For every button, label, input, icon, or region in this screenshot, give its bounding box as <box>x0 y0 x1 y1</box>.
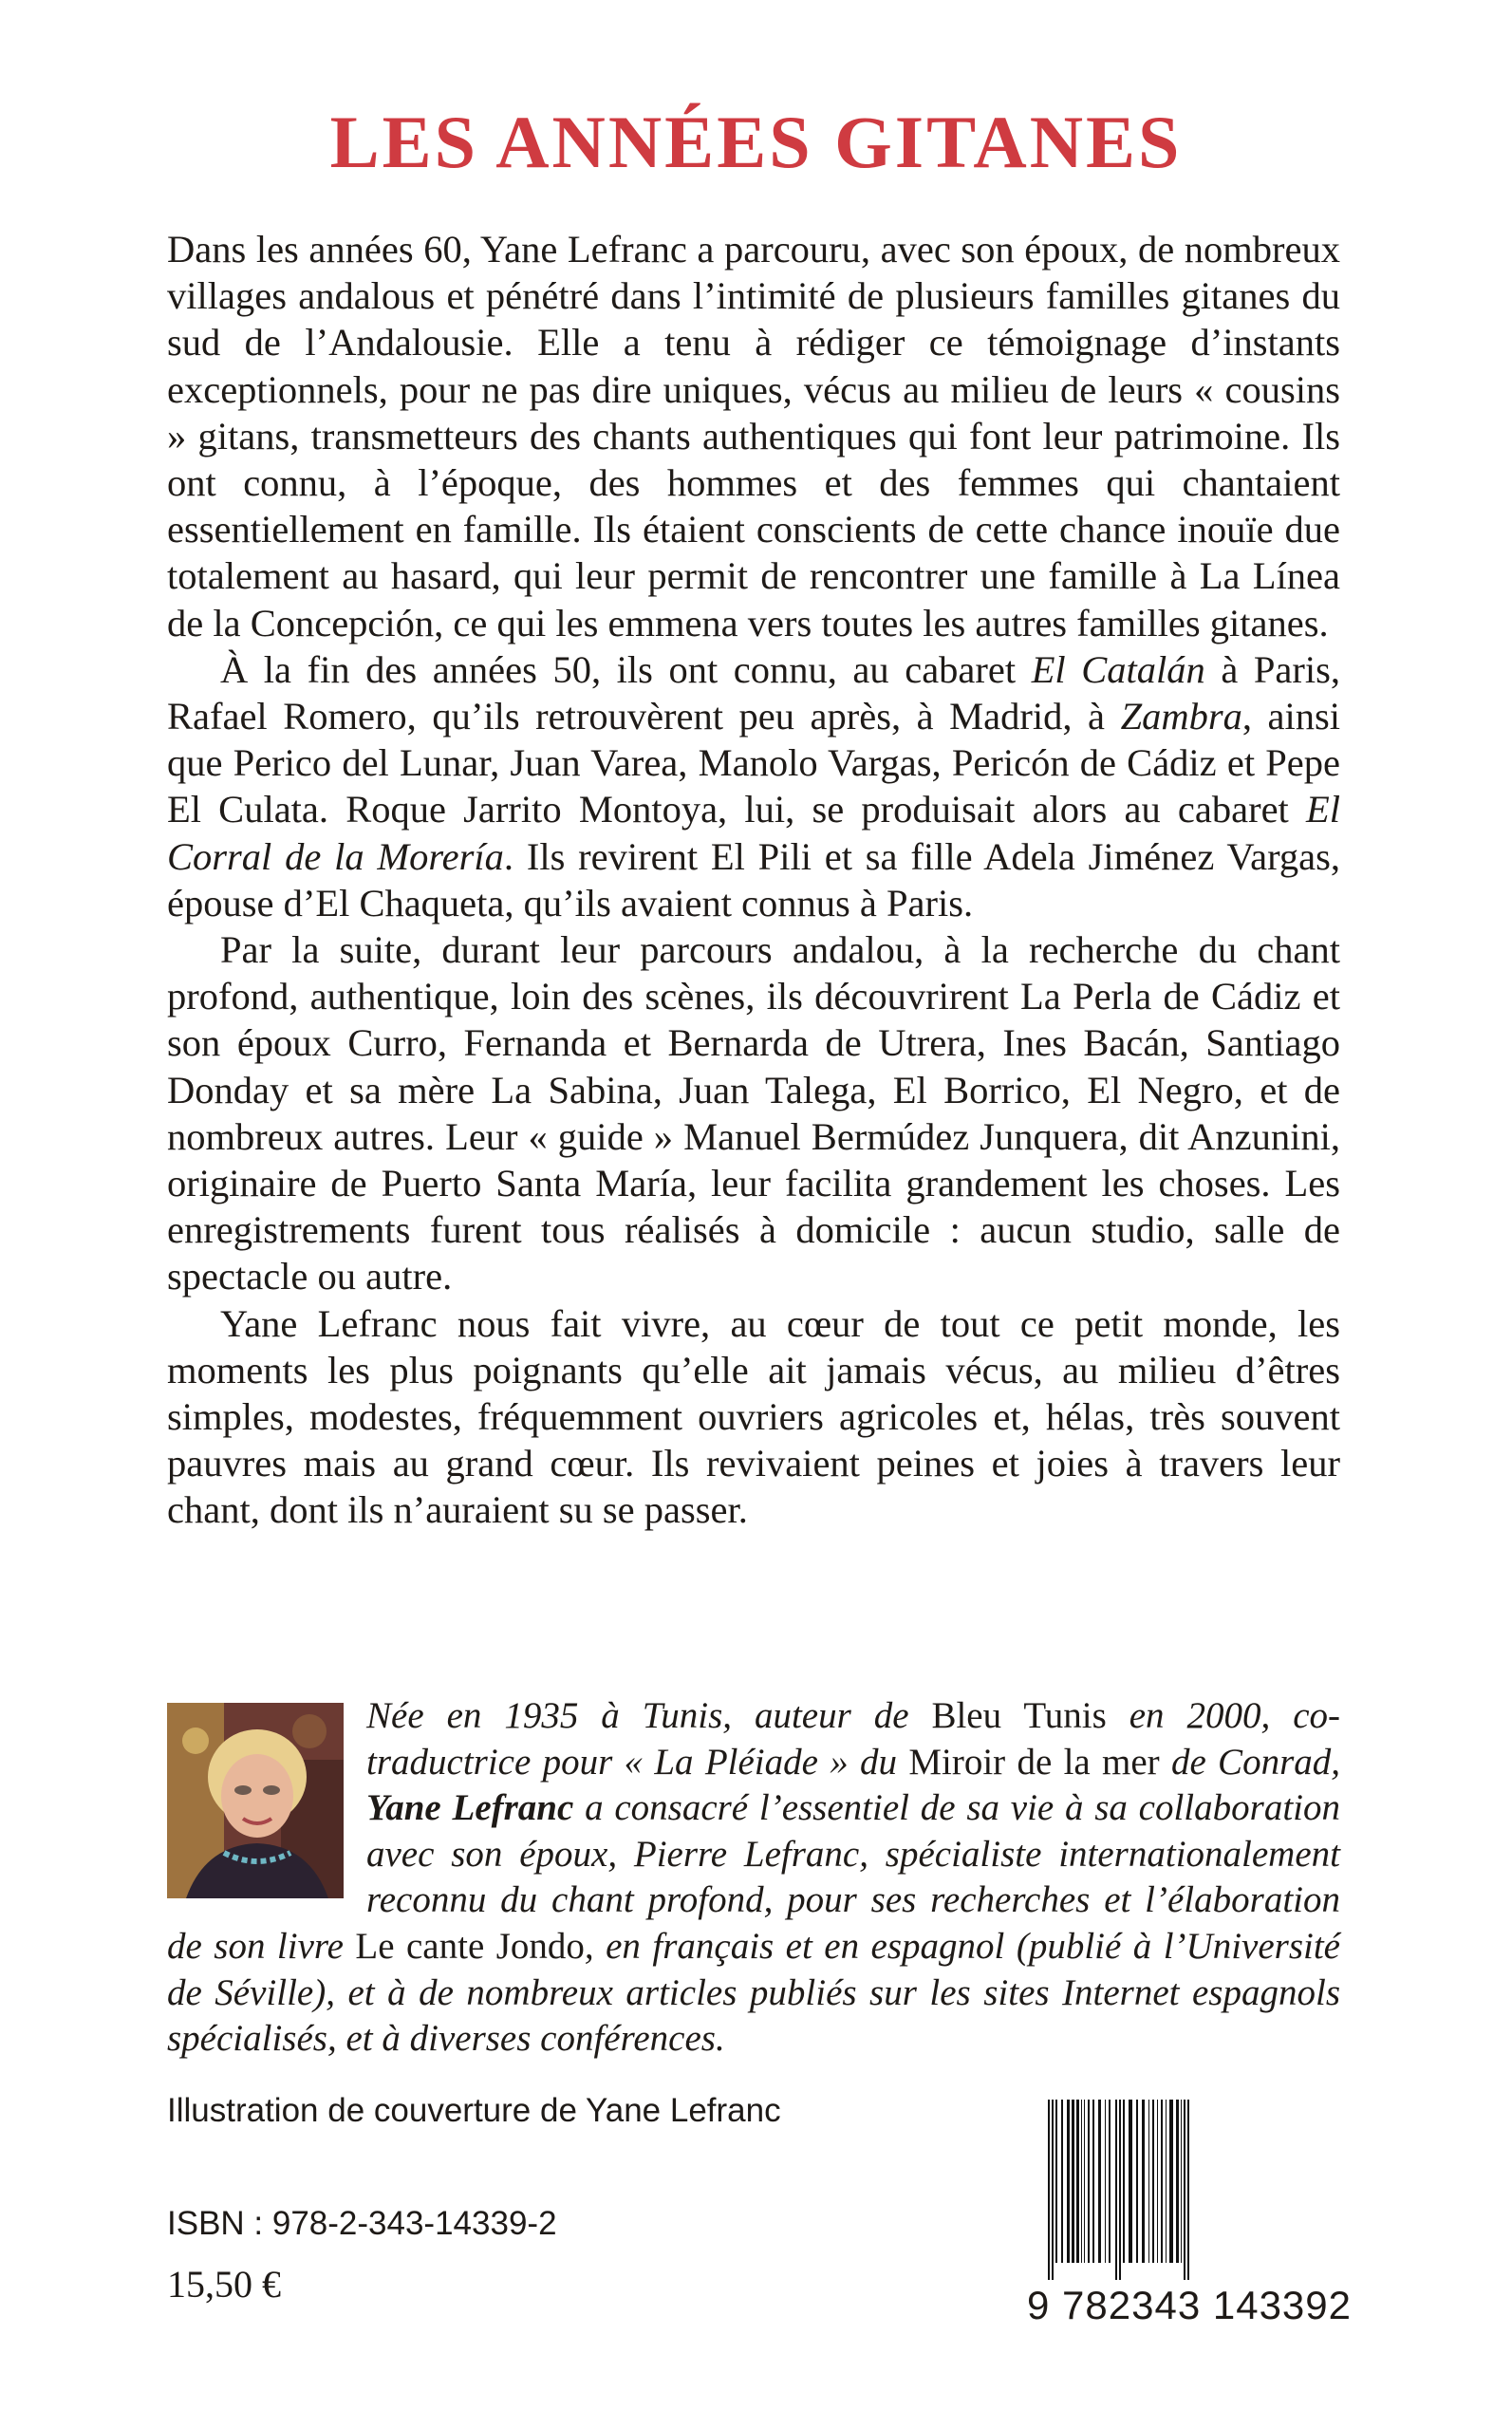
barcode-guard-bar <box>1119 2100 1121 2280</box>
italic-title: Zambra <box>1120 695 1242 738</box>
barcode-bar <box>1067 2100 1070 2263</box>
work-title: Bleu Tunis <box>931 1695 1107 1736</box>
isbn: ISBN : 978-2-343-14339-2 <box>167 2205 557 2242</box>
barcode-bars <box>1035 2100 1321 2280</box>
barcode-bar <box>1088 2100 1090 2263</box>
author-bio <box>167 1693 1340 2063</box>
isbn-barcode <box>1027 2100 1352 2337</box>
cover-illustration-credit: Illustration de couverture de Yane Lefranc <box>167 2092 781 2129</box>
barcode-guard-bar <box>1187 2100 1189 2280</box>
work-title: Miroir de la mer <box>908 1741 1160 1783</box>
barcode-bar <box>1123 2100 1125 2263</box>
work-title: Le cante Jondo <box>355 1925 585 1967</box>
barcode-bar <box>1136 2100 1138 2263</box>
barcode-guard-bar <box>1048 2100 1050 2280</box>
price: 15,50 € <box>167 2263 281 2306</box>
barcode-guard-bar <box>1115 2100 1117 2280</box>
barcode-digits: 9 782343 143392 <box>1027 2283 1352 2327</box>
summary-paragraph: Par la suite, durant leur parcours andalou, à la recherche du chant profond, authentique, loin des scènes, ils découvrirent La Perla de Cádiz et son époux Curro, Fernanda et Bernarda de Utrera, Ines Bacán, Santiago Donday et sa mère La Sabina, Juan Talega, El Borrico, El Negro, et de nombreux autres. Leur « guide » Manuel Bermúdez Junquera, dit Anzunini, originaire de Puerto Santa María, leur facilita grandement les choses. Les enregistrements furent tous réalisés à domicile : aucun studio, salle de spectacle ou autre. <box>167 928 1340 1298</box>
barcode-bar <box>1109 2100 1111 2263</box>
summary-paragraph: À la fin des années 50, ils ont connu, au cabaret El Catalán à Paris, Rafael Romero, qu’ils retrouvèrent peu après, à Madrid, à Zambra, ainsi que Perico del Lunar, Juan Varea, Manolo Vargas, Pericón de Cádiz et Pepe El Culata. Roque Jarrito Montoya, lui, se produisait alors au cabaret El Corral de la Morería. Ils revirent El Pili et sa fille Adela Jiménez Vargas, épouse d’El Chaqueta, qu’ils avaient connus à Paris. <box>167 647 1341 924</box>
barcode-guard-bar <box>1052 2100 1054 2280</box>
book-title: LES ANNÉES GITANES <box>329 101 1183 183</box>
barcode-bar <box>1076 2100 1079 2263</box>
barcode-bar <box>1072 2100 1074 2263</box>
barcode-bar <box>1105 2100 1106 2263</box>
barcode-bar <box>1152 2100 1154 2263</box>
barcode-bar <box>1148 2100 1149 2263</box>
barcode-bar <box>1084 2100 1085 2263</box>
barcode-guard-bar <box>1184 2100 1185 2280</box>
barcode-bar <box>1092 2100 1094 2263</box>
barcode-bar <box>1176 2100 1179 2263</box>
summary-paragraph: Dans les années 60, Yane Lefranc a parcouru, avec son époux, de nombreux villages andalous et pénétré dans l’intimité de plusieurs familles gitanes du sud de l’Andalousie. Elle a tenu à rédiger ce témoignage d’instants exceptionnels, pour ne pas dire uniques, vécus au milieu de leurs « cousins » gitans, transmetteurs des chants authentiques qui font leur patrimoine. Ils ont connu, à l’époque, des hommes et des femmes qui chantaient essentiellement en famille. Ils étaient conscients de cette chance inouïe due totalement au hasard, qui leur permit de rencontrer une famille à La Línea de la Concepción, ce qui les emmena vers toutes les autres familles gitanes. <box>167 228 1340 644</box>
barcode-bar <box>1166 2100 1167 2263</box>
author-photo <box>167 1703 344 1898</box>
italic-title: El Catalán <box>1031 647 1205 691</box>
barcode-bar <box>1081 2100 1082 2263</box>
author-bio-text: Née en 1935 à Tunis, auteur de Bleu Tunis en 2000, co-traductrice pour « La Pléiade » du Miroir de la mer de Conrad, Yane Lefranc a consacré l’essentiel de sa vie à sa collaboration avec son époux, Pierre Lefranc, spécialiste internationalement reconnu du chant profond, pour ses recherches et l’élaboration de son livre Le cante Jondo, en français et en espagnol (publié à l’Université de Séville), et à de nombreux articles publiés sur les sites Internet espagnols spécialisés, et à diverses conférences. <box>167 1695 1340 2060</box>
barcode-bar <box>1169 2100 1173 2263</box>
barcode-bar <box>1161 2100 1163 2263</box>
barcode-bar <box>1142 2100 1145 2263</box>
barcode-bar <box>1098 2100 1101 2263</box>
author-name: Yane Lefranc <box>366 1787 574 1829</box>
barcode-bar <box>1129 2100 1132 2263</box>
summary-paragraph: Yane Lefranc nous fait vivre, au cœur de tout ce petit monde, les moments les plus poignants qu’elle ait jamais vécus, au milieu d’êtres simples, modestes, fréquemment ouvriers agricoles et, hélas, très souvent pauvres mais au grand cœur. Ils revivaient peines et joies à travers leur chant, dont ils n’auraient su se passer. <box>167 1301 1340 1532</box>
barcode-bar <box>1157 2100 1158 2263</box>
summary-text <box>167 226 1340 1534</box>
barcode-bar <box>1181 2100 1182 2263</box>
italic-title: El Corral de la Morería <box>167 788 1340 878</box>
barcode-bar <box>1055 2100 1057 2263</box>
barcode-bar <box>1061 2100 1063 2263</box>
